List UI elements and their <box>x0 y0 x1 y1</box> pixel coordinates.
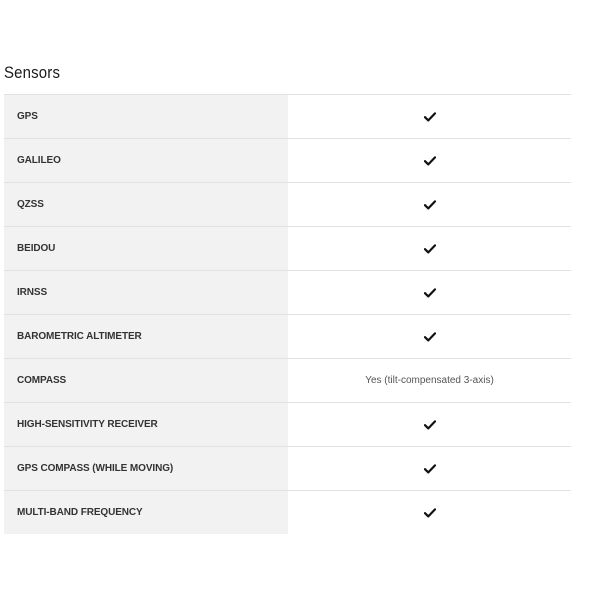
table-row <box>4 359 571 403</box>
sensors-section <box>4 58 571 534</box>
row-label: IRNSS <box>4 271 288 314</box>
check-icon <box>424 508 436 518</box>
row-label: GPS <box>4 95 288 138</box>
table-row <box>4 403 571 447</box>
row-label: BAROMETRIC ALTIMETER <box>4 315 288 358</box>
row-value <box>288 139 571 182</box>
row-label: GPS COMPASS (WHILE MOVING) <box>4 447 288 490</box>
table-row <box>4 183 571 227</box>
row-value <box>288 447 571 490</box>
row-value <box>288 491 571 534</box>
table-row <box>4 227 571 271</box>
table-row <box>4 447 571 491</box>
row-value <box>288 315 571 358</box>
table-row <box>4 315 571 359</box>
section-title: Sensors <box>4 63 61 82</box>
table-row <box>4 271 571 315</box>
check-icon <box>424 156 436 166</box>
row-label: COMPASS <box>4 359 288 402</box>
check-icon <box>424 332 436 342</box>
table-row <box>4 139 571 183</box>
check-icon <box>424 288 436 298</box>
row-value <box>288 227 571 270</box>
check-icon <box>424 112 436 122</box>
row-label: MULTI-BAND FREQUENCY <box>4 491 288 534</box>
table-row <box>4 491 571 534</box>
row-value <box>288 95 571 138</box>
check-icon <box>424 244 436 254</box>
row-value-text: Yes (tilt-compensated 3-axis) <box>365 375 494 386</box>
row-label: QZSS <box>4 183 288 226</box>
row-value <box>288 359 571 402</box>
spec-table <box>4 94 571 534</box>
row-label: BEIDOU <box>4 227 288 270</box>
row-value <box>288 271 571 314</box>
row-value <box>288 403 571 446</box>
check-icon <box>424 464 436 474</box>
check-icon <box>424 200 436 210</box>
row-label: HIGH-SENSITIVITY RECEIVER <box>4 403 288 446</box>
check-icon <box>424 420 436 430</box>
table-row <box>4 95 571 139</box>
row-label: GALILEO <box>4 139 288 182</box>
row-value <box>288 183 571 226</box>
